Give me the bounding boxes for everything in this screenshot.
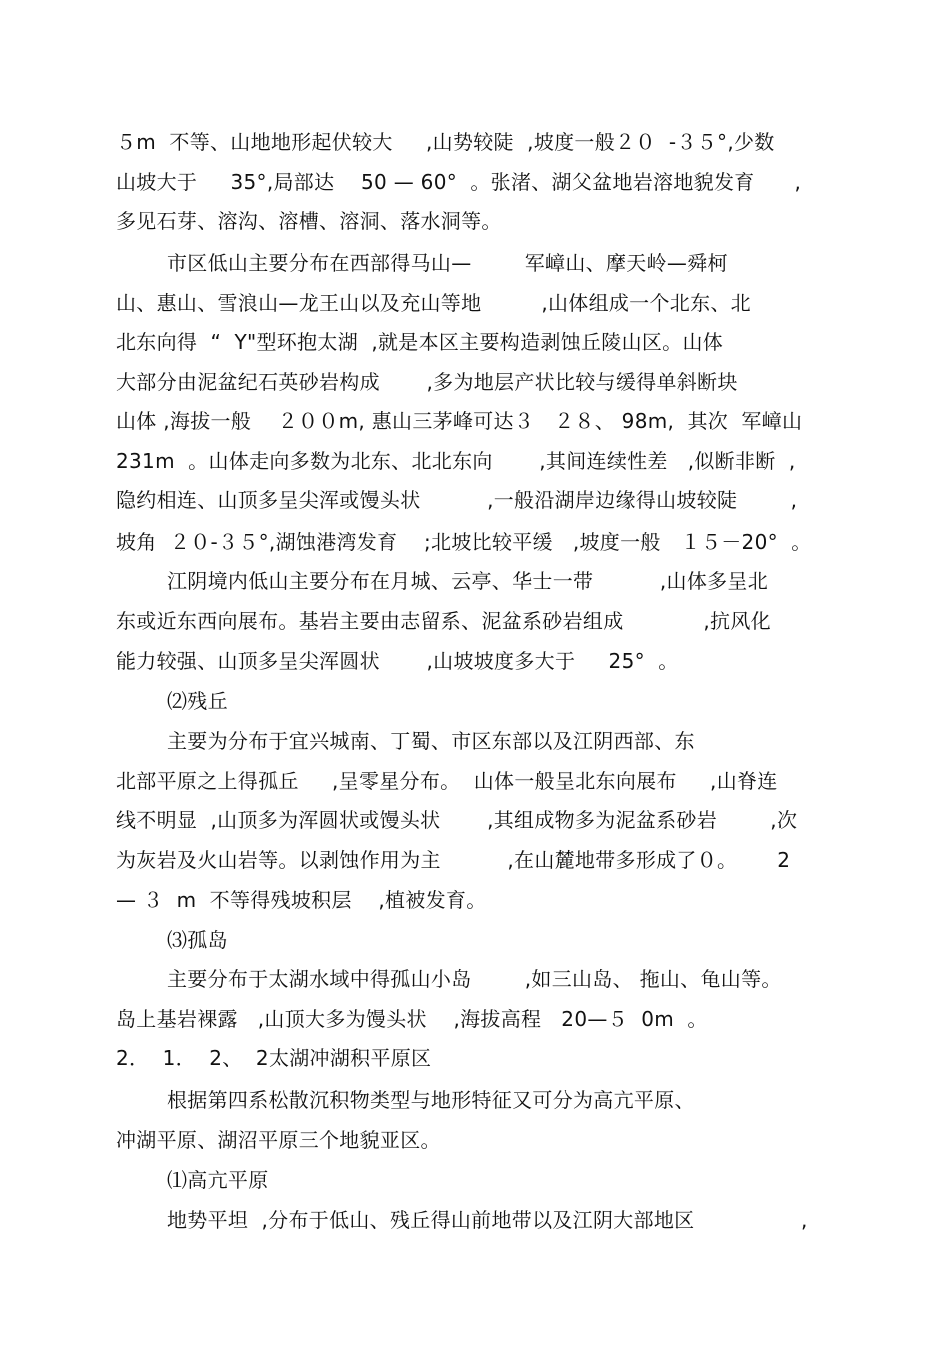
text-line: 市区低山主要分布在西部得马山— 军嶂山、摩天岭—舜柯 xyxy=(167,251,728,275)
section-heading: ⑴高亢平原 xyxy=(167,1168,269,1192)
text-line: 江阴境内低山主要分布在月城、云亭、华士一带 ,山体多呈北 xyxy=(167,569,769,593)
section-heading: ⑵残丘 xyxy=(167,689,228,713)
text-line: 山、惠山、雪浪山—龙王山以及充山等地 ,山体组成一个北东、北 xyxy=(116,291,751,315)
text-line: 坡角 ２０-３５°,湖蚀港湾发育 ;北坡比较平缓 ,坡度一般 １５－20° 。 xyxy=(116,530,812,554)
text-line: 北东向得 “ Y"型环抱太湖 ,就是本区主要构造剥蚀丘陵山区。山体 xyxy=(116,330,724,354)
text-line: 231m 。山体走向多数为北东、北北东向 ,其间连续性差 ,似断非断 , xyxy=(116,449,796,473)
text-line: 山坡大于 35°,局部达 50 — 60° 。张渚、湖父盆地岩溶地貌发育 , xyxy=(116,170,802,194)
text-line: 地势平坦 ,分布于低山、残丘得山前地带以及江阴大部地区 , xyxy=(167,1208,808,1232)
text-line: 岛上基岩裸露 ,山顶大多为馒头状 ,海拔高程 20—５ 0m 。 xyxy=(116,1007,708,1031)
text-line: 能力较强、山顶多呈尖浑圆状 ,山坡坡度多大于 25° 。 xyxy=(116,649,679,673)
text-line: ５m 不等、山地地形起伏较大 ,山势较陡 ,坡度一般２０ -３５°,少数 xyxy=(116,130,775,154)
text-line: 隐约相连、山顶多呈尖浑或馒头状 ,一般沿湖岸边缘得山坡较陡 , xyxy=(116,488,798,512)
text-line: 多见石芽、溶沟、溶槽、溶洞、落水洞等。 xyxy=(116,209,502,233)
text-line: 线不明显 ,山顶多为浑圆状或馒头状 ,其组成物多为泥盆系砂岩 ,次 xyxy=(116,808,798,832)
text-line: 冲湖平原、湖沼平原三个地貌亚区。 xyxy=(116,1128,441,1152)
text-line: 东或近东西向展布。基岩主要由志留系、泥盆系砂岩组成 ,抗风化 xyxy=(116,609,771,633)
text-line: 主要为分布于宜兴城南、丁蜀、市区东部以及江阴西部、东 xyxy=(167,729,695,753)
text-line: 山体 ,海拔一般 ２００m, 惠山三茅峰可达３ ２８、 98m, 其次 军嶂山 xyxy=(116,409,803,433)
text-line: 北部平原之上得孤丘 ,呈零星分布。 山体一般呈北东向展布 ,山脊连 xyxy=(116,769,778,793)
text-line: — ３ m 不等得残坡积层 ,植被发育。 xyxy=(116,888,487,912)
text-line: 大部分由泥盆纪石英砂岩构成 ,多为地层产状比较与缓得单斜断块 xyxy=(116,370,738,394)
text-line: 为灰岩及火山岩等。以剥蚀作用为主 ,在山麓地带多形成了０。 2 xyxy=(116,848,791,872)
text-line: 根据第四系松散沉积物类型与地形特征又可分为高亢平原、 xyxy=(167,1088,695,1112)
section-heading: ⑶孤岛 xyxy=(167,928,228,952)
text-line: 主要分布于太湖水域中得孤山小岛 ,如三山岛、 拖山、龟山等。 xyxy=(167,967,782,991)
section-heading: 2． 1． 2、 2太湖冲湖积平原区 xyxy=(116,1046,432,1070)
